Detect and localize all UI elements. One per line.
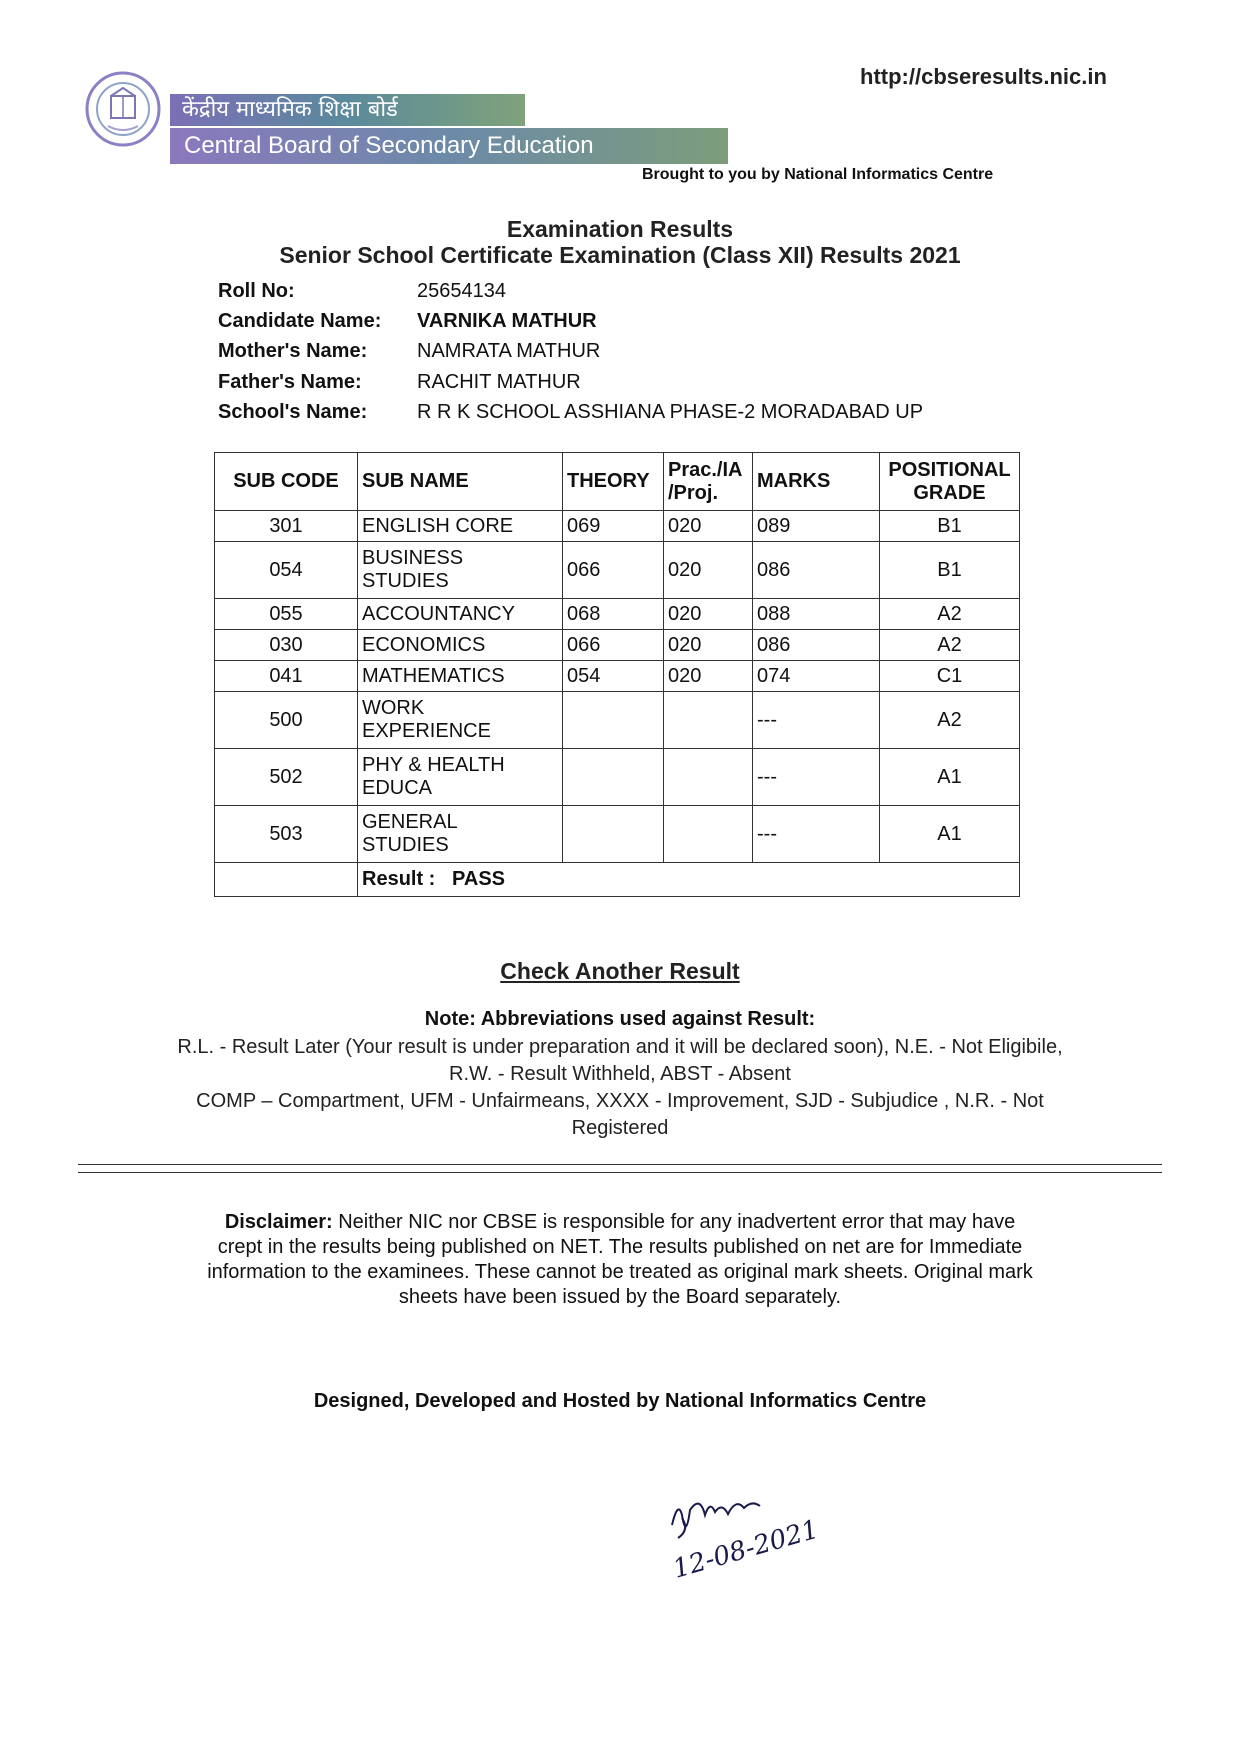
header-grade-line1: POSITIONAL — [888, 458, 1011, 481]
result-empty-cell — [215, 863, 358, 897]
table-row — [215, 542, 1020, 599]
header-grade — [880, 453, 1020, 511]
hindi-board-title: केंद्रीय माध्यमिक शिक्षा बोर्ड — [170, 94, 525, 126]
sub-name-line1: ECONOMICS — [362, 633, 486, 656]
school-name-value: R R K SCHOOL ASSHIANA PHASE-2 MORADABAD UP — [417, 401, 924, 423]
disclaimer-text: Neither NIC nor CBSE is responsible for any inadvertent error that may have crept in the results being published on NET. The results published on net are for Immediate information to the examinees. These cannot be treated as original mark sheets. Original mark sheets have been issued by the Board separately. — [207, 1211, 1033, 1308]
sub-code-cell: 502 — [215, 749, 358, 806]
theory-cell: 054 — [563, 661, 664, 692]
grade-cell: B1 — [880, 542, 1020, 599]
result-cell — [358, 863, 1020, 897]
roll-value: 25654134 — [417, 280, 506, 302]
grade-cell: C1 — [880, 661, 1020, 692]
father-name-value: RACHIT MATHUR — [417, 371, 581, 393]
practical-cell — [664, 806, 753, 863]
grade-cell: A1 — [880, 749, 1020, 806]
theory-cell: 066 — [563, 630, 664, 661]
brought-by-text: Brought to you by National Informatics Centre — [642, 166, 994, 183]
grade-cell: A2 — [880, 599, 1020, 630]
site-url: http://cbseresults.nic.in — [860, 64, 1107, 89]
practical-cell: 020 — [664, 511, 753, 542]
note-line-3: COMP – Compartment, UFM - Unfairmeans, XXXX - Improvement, SJD - Subjudice , N.R. - Not — [196, 1090, 1044, 1112]
note-line-4: Registered — [571, 1117, 669, 1139]
grade-cell: A2 — [880, 630, 1020, 661]
header-practical-line2: /Proj. — [668, 481, 719, 504]
table-row — [215, 806, 1020, 863]
sub-name-cell — [358, 806, 563, 863]
sub-name-line2: STUDIES — [362, 834, 449, 856]
handwritten-signature — [660, 1470, 860, 1590]
result-label: Result : — [362, 868, 436, 890]
results-body — [215, 511, 1020, 897]
sub-code-cell: 055 — [215, 599, 358, 630]
marks-cell: 086 — [753, 542, 880, 599]
sub-name-line2: EDUCA — [362, 777, 433, 799]
table-row — [215, 511, 1020, 542]
grade-cell: A2 — [880, 692, 1020, 749]
result-value: PASS — [452, 868, 505, 890]
disclaimer — [200, 1210, 1040, 1310]
table-row — [215, 661, 1020, 692]
sub-name-cell — [358, 511, 563, 542]
table-row — [215, 692, 1020, 749]
header-practical — [664, 453, 753, 511]
table-row — [215, 749, 1020, 806]
header-marks: MARKS — [753, 453, 880, 511]
practical-cell — [664, 692, 753, 749]
sub-name-line1: WORK — [362, 697, 425, 719]
sub-code-cell: 030 — [215, 630, 358, 661]
sub-name-cell — [358, 692, 563, 749]
sub-name-line1: MATHEMATICS — [362, 664, 505, 687]
sub-code-cell: 041 — [215, 661, 358, 692]
sub-name-cell — [358, 542, 563, 599]
divider-bottom — [78, 1172, 1162, 1173]
sub-name-cell — [358, 749, 563, 806]
result-row — [215, 863, 1020, 897]
theory-cell: 068 — [563, 599, 664, 630]
sub-name-line1: ACCOUNTANCY — [362, 602, 515, 625]
marks-cell: 089 — [753, 511, 880, 542]
note-line-1: R.L. - Result Later (Your result is under preparation and it will be declared soon), N.E. - Not Eligibile, — [177, 1036, 1063, 1058]
sub-name-line1: BUSINESS — [362, 547, 464, 569]
sub-code-cell: 054 — [215, 542, 358, 599]
header-sub-name: SUB NAME — [358, 453, 563, 511]
sub-name-line1: PHY & HEALTH — [362, 754, 505, 776]
sub-name-cell — [358, 599, 563, 630]
practical-cell — [664, 749, 753, 806]
candidate-name-label: Candidate Name: — [218, 310, 382, 332]
divider-top — [78, 1164, 1162, 1165]
sub-code-cell: 301 — [215, 511, 358, 542]
sub-name-line2: EXPERIENCE — [362, 720, 491, 742]
mother-name-label: Mother's Name: — [218, 340, 368, 362]
theory-cell — [563, 692, 664, 749]
sub-name-cell — [358, 661, 563, 692]
roll-label: Roll No: — [218, 280, 295, 302]
candidate-name-value: VARNIKA MATHUR — [417, 310, 597, 332]
mother-name-value: NAMRATA MATHUR — [417, 340, 601, 362]
header-sub-code: SUB CODE — [215, 453, 358, 511]
cbse-emblem-logo — [84, 70, 162, 148]
footer-credit: Designed, Developed and Hosted by National Informatics Centre — [313, 1390, 927, 1412]
note-line-2: R.W. - Result Withheld, ABST - Absent — [449, 1063, 791, 1085]
father-name-label: Father's Name: — [218, 371, 362, 393]
cbse-banner — [170, 94, 730, 164]
note-title: Note: Abbreviations used against Result: — [424, 1008, 816, 1030]
marks-cell: 086 — [753, 630, 880, 661]
disclaimer-label: Disclaimer: — [224, 1211, 333, 1233]
exam-title: Examination Results — [506, 216, 734, 242]
marks-cell: 088 — [753, 599, 880, 630]
check-another-result-link[interactable]: Check Another Result — [500, 958, 740, 984]
theory-cell — [563, 749, 664, 806]
sub-name-cell — [358, 630, 563, 661]
practical-cell: 020 — [664, 661, 753, 692]
exam-subtitle: Senior School Certificate Examination (Class XII) Results 2021 — [279, 242, 961, 268]
practical-cell: 020 — [664, 630, 753, 661]
theory-cell: 066 — [563, 542, 664, 599]
header-theory: THEORY — [563, 453, 664, 511]
header-grade-line2: GRADE — [913, 481, 986, 504]
header-practical-line1: Prac./IA — [668, 458, 743, 481]
table-header-row — [215, 453, 1020, 511]
marks-cell: --- — [753, 806, 880, 863]
theory-cell: 069 — [563, 511, 664, 542]
results-table — [214, 452, 1020, 897]
sub-name-line1: GENERAL — [362, 811, 458, 833]
english-board-title: Central Board of Secondary Education — [170, 128, 728, 164]
grade-cell: A1 — [880, 806, 1020, 863]
marks-cell: --- — [753, 749, 880, 806]
sub-name-line2: STUDIES — [362, 570, 449, 592]
grade-cell: B1 — [880, 511, 1020, 542]
practical-cell: 020 — [664, 542, 753, 599]
sub-code-cell: 503 — [215, 806, 358, 863]
practical-cell: 020 — [664, 599, 753, 630]
marks-cell: --- — [753, 692, 880, 749]
signature-date: 12-08-2021 — [669, 1514, 823, 1585]
sub-code-cell: 500 — [215, 692, 358, 749]
marks-cell: 074 — [753, 661, 880, 692]
sub-name-line1: ENGLISH CORE — [362, 514, 514, 537]
table-row — [215, 599, 1020, 630]
table-row — [215, 630, 1020, 661]
theory-cell — [563, 806, 664, 863]
school-name-label: School's Name: — [218, 401, 368, 423]
